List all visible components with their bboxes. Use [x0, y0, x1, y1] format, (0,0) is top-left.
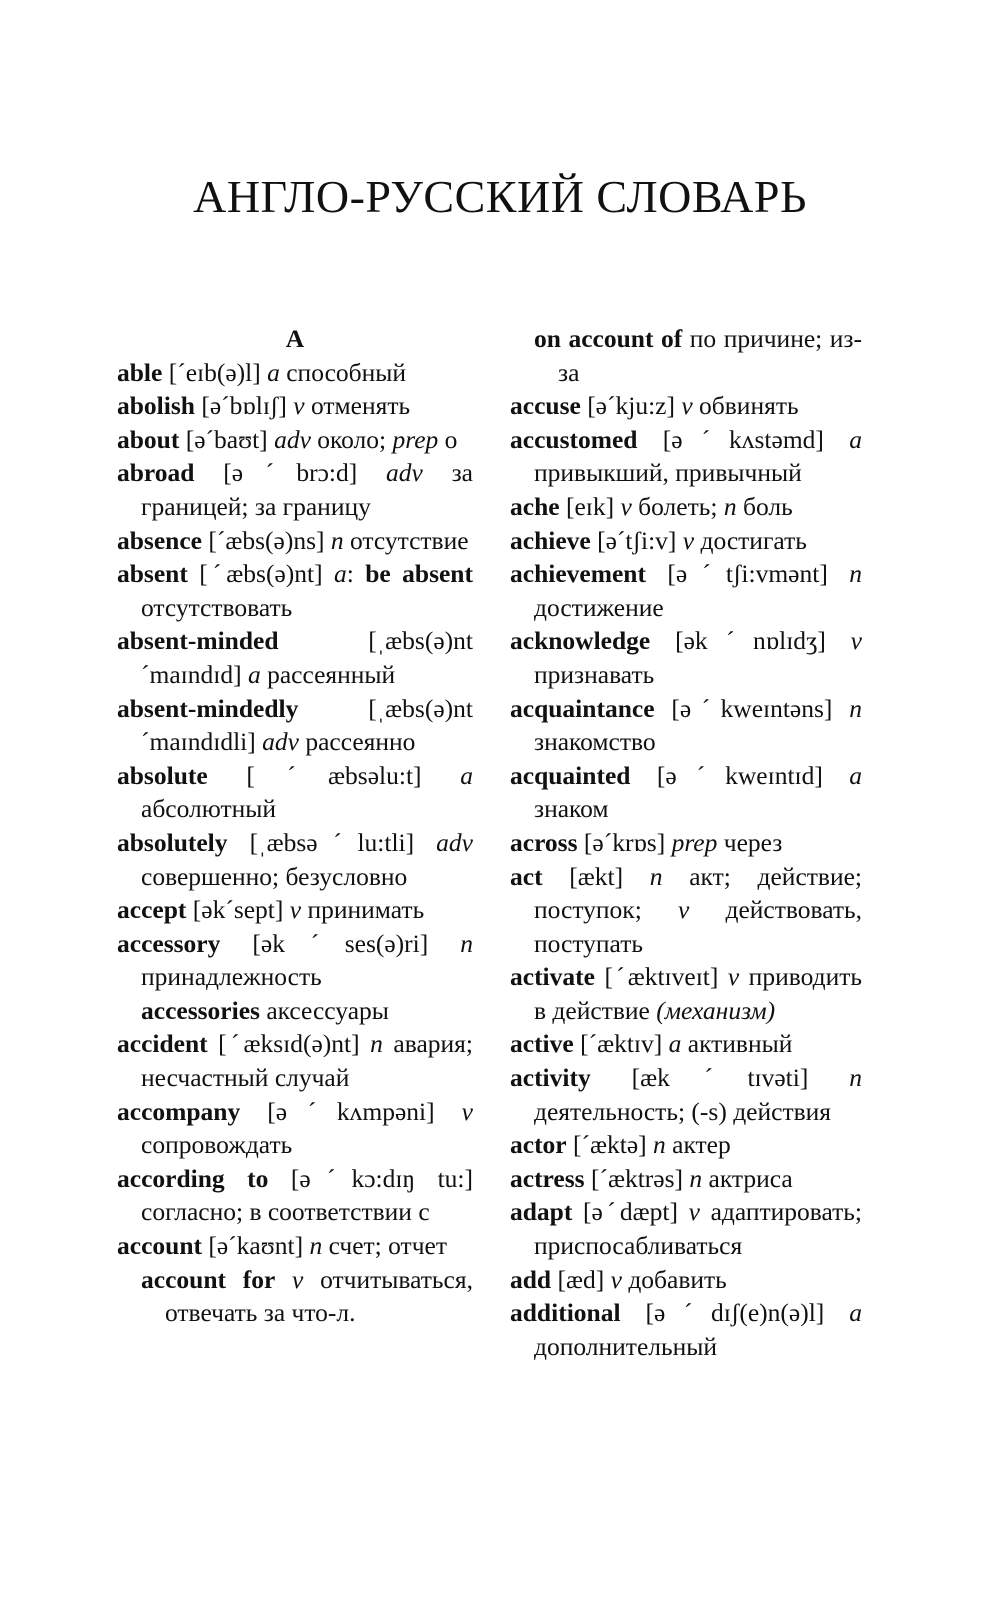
entry-definition: дополнительный — [534, 1331, 718, 1361]
entry-headword: acquaintance — [510, 693, 655, 723]
entry-part-of-speech: a — [849, 1298, 862, 1328]
entry-transcription: [əˊkweɪntɪd] — [630, 760, 850, 790]
entry-part-of-speech: n — [849, 693, 862, 723]
entry-transcription: [əˊbaʊt] — [179, 424, 275, 454]
entry-part-of-speech: v — [461, 1096, 473, 1126]
entry-headword: actress — [510, 1163, 585, 1193]
entry-transcription: [əˊkaʊnt] — [202, 1231, 310, 1261]
entry-headword: according to — [117, 1163, 269, 1193]
dictionary-entry — [510, 759, 862, 826]
entry-transcription: [əˊtʃi:v] — [590, 525, 683, 555]
entry-part-of-speech: adv — [262, 727, 299, 757]
entry-part-of-speech: a — [849, 760, 862, 790]
entry-transcription: [əˊtʃi:vmənt] — [645, 559, 850, 589]
entry-definition: адаптировать; приспосабливаться — [534, 1197, 862, 1261]
entry-definition: абсолютный — [141, 794, 277, 824]
entry-transcription: [ˊæktə] — [566, 1130, 654, 1160]
entry-headword: abroad — [117, 458, 195, 488]
entry-part-of-speech: n — [849, 559, 862, 589]
entry-definition: принадлежность — [141, 962, 322, 992]
entry-headword: accompany — [117, 1096, 241, 1126]
right-entries — [510, 322, 862, 1363]
entry-transcription: [əkˊnɒlɪdʒ] — [650, 626, 851, 656]
dictionary-entry — [510, 1195, 862, 1262]
entry-definition: отменять — [304, 391, 411, 421]
entry-definition: достигать — [694, 525, 807, 555]
entry-headword: accessory — [117, 928, 221, 958]
entry-transcription: [ˊæktɪv] — [573, 1029, 669, 1059]
entry-headword: absolute — [117, 760, 208, 790]
entry-transcription: [ækˊtɪvəti] — [590, 1063, 850, 1093]
entry-transcription: [əˊbɒlɪʃ] — [194, 391, 294, 421]
dictionary-entry — [510, 524, 862, 558]
entry-headword: act — [510, 861, 543, 891]
entry-transcription: [əkˊses(ə)ri] — [220, 928, 461, 958]
entry-part-of-speech: a — [334, 559, 347, 589]
entry-transcription: [əˊkʌstəmd] — [637, 424, 850, 454]
entry-part-of-speech: v — [727, 962, 740, 992]
entry-definition: рассеянно — [298, 727, 416, 757]
dictionary-entry — [117, 1162, 473, 1229]
dictionary-entry — [510, 557, 862, 624]
entry-transcription: [əˊdɪʃ(e)n(ə)l] — [620, 1298, 850, 1328]
dictionary-entry — [510, 423, 862, 490]
entry-transcription: [əˊdæpt] — [572, 1197, 689, 1227]
entry-transcription: [ˌæbs(ə)nt ˊmaɪndɪd] — [141, 626, 473, 689]
entry-definition: отчитываться, отвечать за что-л. — [165, 1264, 473, 1328]
entry-headword: absent-mindedly — [117, 693, 299, 723]
entry-definition: признавать — [534, 659, 655, 689]
dictionary-subentry — [510, 322, 862, 389]
entry-part-of-speech: v — [620, 491, 632, 521]
dictionary-subentry — [117, 1263, 473, 1330]
dictionary-entry — [117, 624, 473, 691]
entry-headword: across — [510, 827, 578, 857]
letter-heading: А — [285, 324, 305, 353]
entry-transcription: [əˊkɔ:dɪŋ tu:] — [268, 1163, 473, 1193]
entry-part-of-speech: n — [689, 1163, 703, 1193]
entry-phrase: account for — [141, 1264, 276, 1294]
entry-part-of-speech: v — [293, 391, 305, 421]
entry-transcription: [əˊkrɒs] — [577, 827, 672, 857]
entry-headword: acquainted — [510, 760, 631, 790]
entry-headword: additional — [510, 1298, 621, 1328]
entry-part-of-speech: prep — [392, 424, 439, 454]
dictionary-entry — [510, 1296, 862, 1363]
dictionary-entry — [117, 1095, 473, 1162]
entry-definition: отсутствие — [343, 525, 469, 555]
entry-headword: add — [510, 1264, 552, 1294]
entry-transcription: [əˊbrɔ:d] — [194, 458, 386, 488]
entry-definition: за границей; за границу — [141, 458, 473, 521]
entry-part-of-speech: adv — [386, 458, 423, 488]
entry-transcription: [əˊkju:z] — [580, 391, 682, 421]
entry-part-of-speech: v — [289, 895, 302, 925]
dictionary-entry — [117, 893, 473, 927]
dictionary-entry — [510, 1027, 862, 1061]
entry-definition: сопровождать — [141, 1130, 293, 1160]
entry-headword: able — [117, 357, 163, 387]
dictionary-entry — [117, 524, 473, 558]
entry-definition: активный — [681, 1029, 793, 1059]
entry-transcription: [ˊæktrəs] — [584, 1163, 690, 1193]
entry-definition: принимать — [301, 895, 425, 925]
entry-transcription: [ˊæktɪveɪt] — [594, 962, 728, 992]
entry-definition: способный — [279, 357, 407, 387]
entry-part-of-speech: n — [649, 861, 663, 891]
entry-definition: аксессуары — [259, 995, 389, 1025]
entry-transcription: [ˊeɪb(ə)l] — [162, 357, 268, 387]
entry-definition: через — [717, 827, 783, 857]
entry-headword: actor — [510, 1130, 567, 1160]
entry-headword: about — [117, 424, 180, 454]
dictionary-entry — [117, 1027, 473, 1094]
dictionary-entry — [510, 1263, 862, 1297]
entry-part-of-speech: a — [849, 424, 862, 454]
entry-headword: achievement — [510, 559, 646, 589]
dictionary-entry — [117, 389, 473, 423]
entry-definition: знаком — [534, 794, 609, 824]
entry-transcription: [ˊæbs(ə)nt] — [187, 559, 334, 589]
entry-transcription: [əˊkweɪntəns] — [654, 693, 850, 723]
entry-definition: счет; отчет — [322, 1231, 447, 1261]
entry-definition: авария; несчастный случай — [141, 1029, 473, 1093]
entry-headword: abolish — [117, 391, 195, 421]
entry-transcription: [ˊæbsəlu:t] — [207, 760, 461, 790]
entry-headword: accustomed — [510, 424, 638, 454]
entry-definition: по причине; из-за — [558, 324, 862, 387]
page-title: АНГЛО-РУССКИЙ СЛОВАРЬ — [193, 171, 807, 222]
entry-part-of-speech: n — [460, 928, 473, 958]
entry-definition: привыкший, привычный — [534, 458, 802, 488]
dictionary-entry — [510, 389, 862, 423]
dictionary-subentry — [117, 994, 473, 1028]
entry-part-of-speech: a — [267, 357, 280, 387]
entry-definition: знакомство — [534, 727, 656, 757]
dictionary-entry — [510, 1162, 862, 1196]
dictionary-entry — [117, 423, 473, 457]
entry-part-of-speech: n — [653, 1130, 666, 1160]
right-column — [510, 322, 862, 1363]
entry-definition: добавить — [621, 1264, 727, 1294]
entry-transcription: [əˊkʌmpəni] — [240, 1096, 462, 1126]
dictionary-entry — [117, 927, 473, 994]
entry-definition: рассеянный — [260, 659, 396, 689]
entry-part-of-speech: n — [330, 525, 344, 555]
entry-definition: деятельность; (-s) действия — [534, 1096, 832, 1126]
dictionary-entry — [510, 1061, 862, 1128]
entry-definition: согласно; в соответствии с — [141, 1197, 430, 1227]
entry-definition: достижение — [534, 592, 664, 622]
entry-transcription: [eɪk] — [559, 491, 621, 521]
entry-definition: около; — [310, 424, 393, 454]
entry-headword: account — [117, 1231, 202, 1261]
entry-headword: acknowledge — [510, 626, 651, 656]
entry-transcription: [ækt] — [542, 861, 650, 891]
entry-part-of-speech: adv — [436, 827, 473, 857]
entry-definition: отсутствовать — [141, 592, 293, 622]
entry-part-of-speech: a — [668, 1029, 682, 1059]
entry-transcription: [æd] — [551, 1264, 611, 1294]
entry-definition: актер — [665, 1130, 731, 1160]
dictionary-entry — [117, 692, 473, 759]
entry-transcription: [ˊæbs(ə)ns] — [202, 525, 331, 555]
left-entries — [117, 356, 473, 1330]
left-column — [117, 322, 473, 1330]
dictionary-entry — [117, 759, 473, 826]
entry-headword: adapt — [510, 1197, 573, 1227]
entry-transcription: [ˌæbs(ə)nt ˊmaɪndɪdli] — [141, 693, 473, 757]
entry-definition: : — [346, 559, 366, 589]
entry-headword: absolutely — [117, 827, 228, 857]
entry-headword: absent-minded — [117, 626, 279, 656]
entry-phrase: accessories — [141, 995, 260, 1025]
entry-headword: accept — [117, 895, 187, 925]
entry-transcription: [ˊæksɪd(ə)nt] — [207, 1029, 371, 1059]
entry-transcription: [ˌæbsəˊlu:tli] — [227, 827, 437, 857]
entry-definition: обвинять — [692, 391, 799, 421]
dictionary-entry — [510, 1128, 862, 1162]
entry-definition: актриса — [702, 1163, 793, 1193]
entry-part-of-speech: (механизм) — [656, 995, 776, 1025]
entry-headword: ache — [510, 491, 560, 521]
dictionary-entry — [510, 860, 862, 961]
dictionary-entry — [117, 356, 473, 390]
entry-part-of-speech: n — [849, 1063, 862, 1093]
entry-part-of-speech: a — [460, 760, 473, 790]
entry-headword: absence — [117, 525, 202, 555]
dictionary-entry — [117, 557, 473, 624]
entry-transcription: [əkˊsept] — [186, 895, 290, 925]
dictionary-entry — [510, 624, 862, 691]
entry-headword: activity — [510, 1063, 591, 1093]
entry-part-of-speech: a — [247, 659, 261, 689]
dictionary-entry — [510, 826, 862, 860]
entry-part-of-speech: v — [275, 1264, 304, 1294]
entry-definition: боль — [736, 491, 793, 521]
entry-part-of-speech: n — [309, 1231, 323, 1261]
entry-phrase: on account of — [534, 324, 683, 353]
entry-part-of-speech: adv — [274, 424, 311, 454]
entry-headword: accident — [117, 1029, 208, 1059]
entry-phrase: be absent — [365, 559, 473, 589]
entry-part-of-speech: prep — [671, 827, 718, 857]
entry-headword: achieve — [510, 525, 591, 555]
entry-part-of-speech: v — [850, 626, 862, 656]
dictionary-entry — [510, 692, 862, 759]
entry-headword: activate — [510, 962, 595, 992]
entry-part-of-speech: v — [681, 391, 693, 421]
dictionary-entry — [117, 456, 473, 523]
dictionary-entry — [117, 1229, 473, 1263]
entry-part-of-speech: v — [610, 1264, 622, 1294]
entry-headword: absent — [117, 559, 188, 589]
entry-part-of-speech: v — [688, 1197, 700, 1227]
entry-definition: приводить в действие — [534, 962, 863, 1025]
entry-headword: accuse — [510, 391, 581, 421]
entry-part-of-speech: n — [370, 1029, 383, 1059]
entry-part-of-speech: v — [682, 525, 695, 555]
entry-definition: о — [438, 424, 458, 454]
entry-definition: совершенно; безусловно — [141, 861, 408, 891]
entry-part-of-speech: n — [723, 491, 737, 521]
entry-definition: акт; действие; поступок; — [534, 861, 863, 925]
dictionary-entry — [510, 490, 862, 524]
entry-definition: болеть; — [631, 491, 724, 521]
entry-part-of-speech: v — [677, 895, 690, 925]
dictionary-entry — [117, 826, 473, 893]
entry-headword: active — [510, 1029, 574, 1059]
entry-definition: действовать, поступать — [534, 895, 863, 958]
dictionary-entry — [510, 960, 862, 1027]
